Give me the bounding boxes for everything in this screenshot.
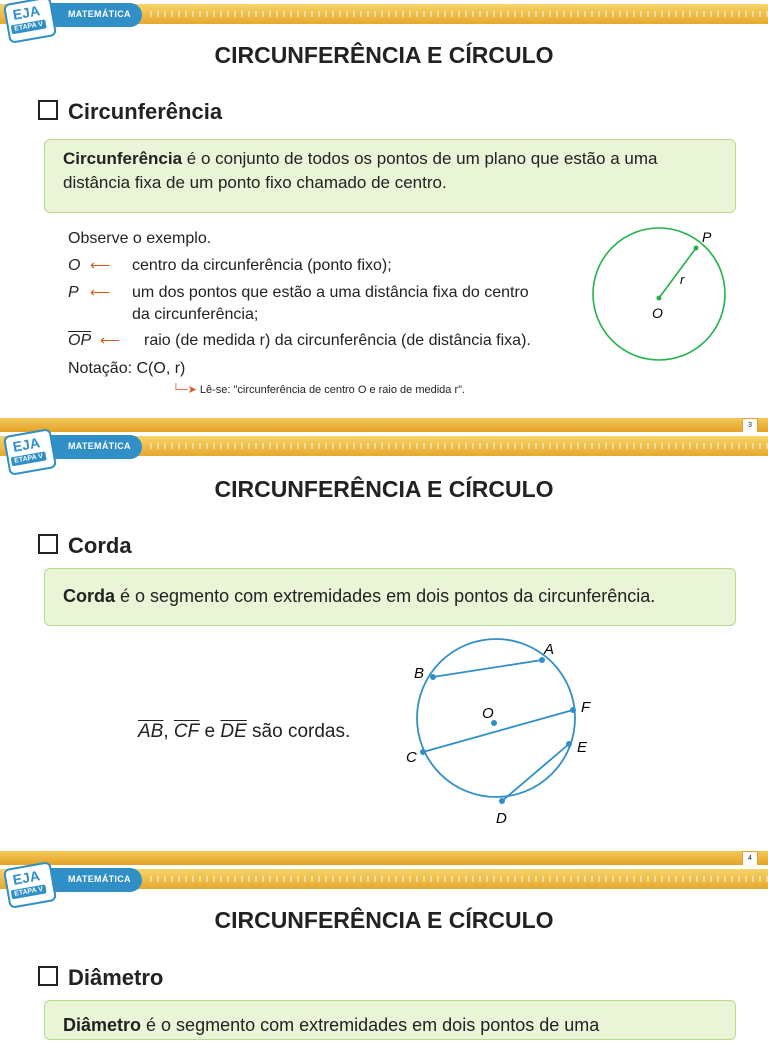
definition-text: é o segmento com extremidades em dois pontos da circunferência. bbox=[115, 586, 656, 606]
badge-sub: ETAPA V bbox=[11, 884, 47, 899]
subject-label: MATEMÁTICA bbox=[68, 874, 131, 884]
symbol-op: $\overline{OP}$ bbox=[68, 332, 92, 349]
badge-main: EJA bbox=[11, 867, 42, 888]
definition-text: é o conjunto de todos os pontos de um plano que estão a uma distância fixa de um ponto fixo chamado de centro. bbox=[63, 149, 658, 192]
badge-main: EJA bbox=[11, 434, 42, 455]
heading-text: Diâmetro bbox=[68, 965, 164, 990]
page-title: CIRCUNFERÊNCIA E CÍRCULO bbox=[214, 907, 554, 933]
checkbox-bullet-icon bbox=[38, 966, 58, 986]
page-number: 4 bbox=[742, 851, 758, 867]
slide-diametro bbox=[0, 865, 768, 1035]
label-c: C bbox=[406, 749, 417, 766]
example-intro: Observe o exemplo. bbox=[68, 230, 212, 247]
label-o: O bbox=[652, 305, 663, 321]
heading-text: Circunferência bbox=[68, 99, 223, 124]
point-d bbox=[499, 798, 505, 804]
label-e: E bbox=[577, 739, 588, 756]
item-radius: raio (de medida r) da circunferência (de distância fixa). bbox=[144, 332, 531, 349]
symbol-p: P bbox=[68, 284, 79, 301]
point-p bbox=[694, 246, 699, 251]
notation: Notação: C(O, r) bbox=[68, 360, 186, 377]
definition-text: é o segmento com extremidades em dois pontos de uma bbox=[141, 1015, 600, 1035]
checkbox-bullet-icon bbox=[38, 100, 58, 120]
page-title: CIRCUNFERÊNCIA E CÍRCULO bbox=[214, 42, 554, 68]
label-p: P bbox=[702, 229, 712, 245]
point-c bbox=[420, 749, 426, 755]
section-heading bbox=[38, 965, 163, 991]
definition-term: Circunferência bbox=[63, 149, 183, 168]
slide-circunferencia bbox=[0, 0, 768, 432]
heading-text: Corda bbox=[68, 533, 132, 558]
chord-ab-line bbox=[433, 660, 542, 677]
left-arrow-icon: ⟵ bbox=[100, 332, 121, 348]
section-heading bbox=[38, 99, 222, 125]
label-b: B bbox=[414, 665, 425, 682]
point-f bbox=[570, 707, 576, 713]
chord-cf: $\overline{CF}$ bbox=[173, 721, 200, 742]
badge-main: EJA bbox=[11, 2, 42, 23]
point-b bbox=[430, 674, 436, 680]
item-point-cont: da circunferência; bbox=[132, 306, 259, 323]
eja-badge bbox=[3, 861, 57, 909]
corner-arrow-icon: └─➤ bbox=[172, 384, 197, 396]
chord-ab: $\overline{AB}$ bbox=[138, 721, 164, 742]
left-arrow-icon: ⟵ bbox=[90, 257, 111, 273]
circumference bbox=[593, 228, 725, 360]
label-o: O bbox=[482, 705, 494, 722]
definition-box bbox=[44, 1000, 736, 1040]
label-d: D bbox=[496, 810, 507, 827]
checkbox-bullet-icon bbox=[38, 534, 58, 554]
definition-term: Corda bbox=[63, 586, 116, 606]
sep: e bbox=[199, 721, 221, 742]
point-e bbox=[566, 741, 572, 747]
definition-box bbox=[44, 568, 736, 626]
subject-label: MATEMÁTICA bbox=[68, 9, 131, 19]
badge-sub: ETAPA V bbox=[11, 19, 47, 34]
symbol-o: O bbox=[68, 257, 81, 274]
label-f: F bbox=[581, 699, 591, 716]
reading-note bbox=[172, 383, 465, 396]
page-title: CIRCUNFERÊNCIA E CÍRCULO bbox=[214, 476, 554, 502]
item-center: centro da circunferência (ponto fixo); bbox=[132, 257, 392, 274]
radius-segment bbox=[659, 248, 696, 298]
eja-badge bbox=[3, 428, 57, 476]
chords-rest: são cordas. bbox=[246, 721, 351, 742]
sep: , bbox=[163, 721, 174, 742]
chord-de: $\overline{DE}$ bbox=[220, 721, 247, 742]
circumference bbox=[417, 639, 575, 797]
section-heading bbox=[38, 533, 132, 559]
footer-bar bbox=[0, 851, 768, 865]
definition-term: Diâmetro bbox=[63, 1015, 142, 1035]
page-number: 3 bbox=[742, 418, 758, 434]
slide-corda bbox=[0, 432, 768, 865]
circle-figure bbox=[584, 224, 734, 348]
definition-box bbox=[44, 139, 736, 213]
left-arrow-icon: ⟵ bbox=[90, 284, 111, 300]
footer-bar bbox=[0, 418, 768, 432]
chords-figure bbox=[396, 632, 606, 832]
chord-cf-line bbox=[423, 710, 573, 752]
reading-text: Lê-se: "circunferência de centro O e raio de medida r". bbox=[199, 384, 466, 396]
eja-badge bbox=[3, 0, 57, 44]
label-r: r bbox=[680, 272, 685, 287]
badge-sub: ETAPA V bbox=[11, 451, 47, 466]
label-a: A bbox=[544, 641, 555, 658]
subject-label: MATEMÁTICA bbox=[68, 441, 131, 451]
center-point bbox=[657, 296, 662, 301]
chord-de-line bbox=[502, 744, 569, 801]
item-point: um dos pontos que estão a uma distância fixa do centro bbox=[132, 284, 529, 301]
chords-statement bbox=[138, 721, 350, 743]
